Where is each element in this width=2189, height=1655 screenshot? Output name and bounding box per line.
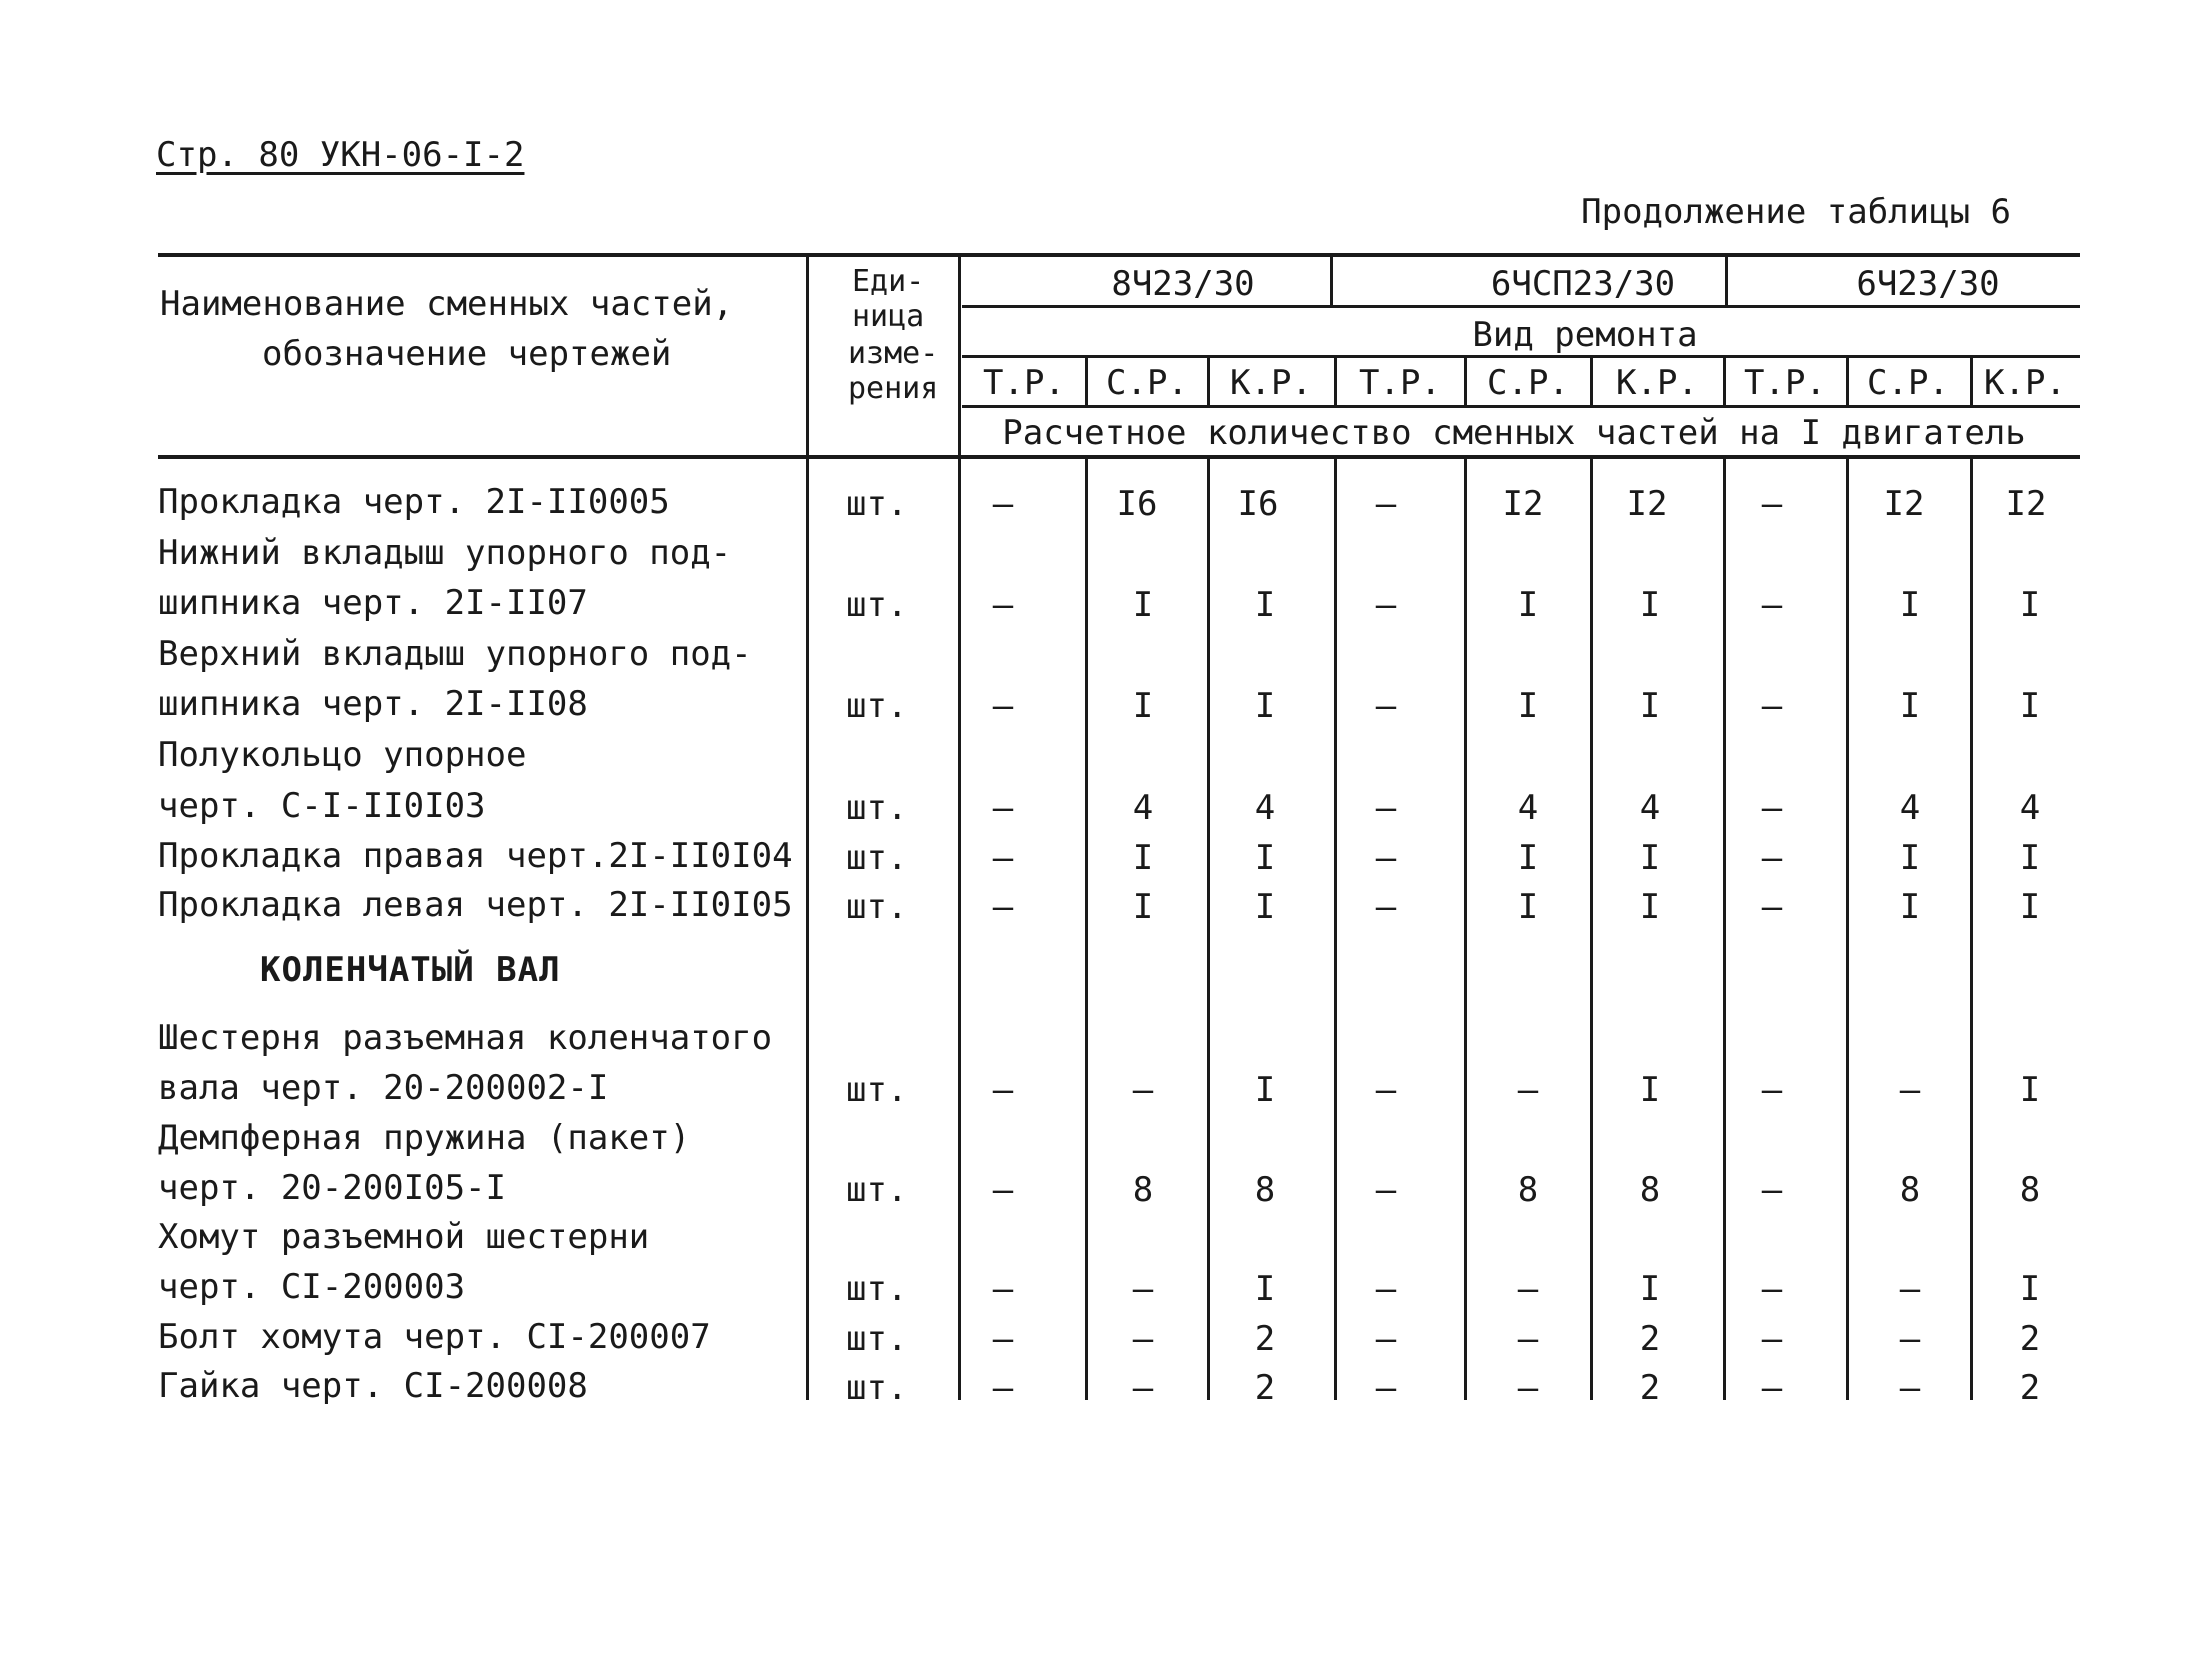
row-3-name-line1: Верхний вкладыш упорного под- — [158, 634, 752, 674]
sub-header-sr-2: С.Р. — [1487, 363, 1569, 403]
row-3-value-1: – — [992, 686, 1014, 726]
table-continuation-label: Продолжение таблицы 6 — [1581, 192, 2011, 232]
row-10-name: Болт хомута черт. СI-200007 — [158, 1317, 711, 1357]
row-11-value-5: – — [1517, 1368, 1539, 1408]
row-5-value-4: – — [1375, 838, 1397, 878]
group-rule — [962, 305, 2080, 308]
row-4-value-6: 4 — [1639, 788, 1661, 828]
row-9-value-1: – — [992, 1269, 1014, 1309]
row-7-value-8: – — [1899, 1070, 1921, 1110]
row-2-name-line1: Нижний вкладыш упорного под- — [158, 533, 732, 573]
body-rule-8 — [1970, 459, 1973, 1400]
row-9-value-6: I — [1639, 1269, 1661, 1309]
row-7-name-line1: Шестерня разъемная коленчатого — [158, 1018, 773, 1058]
calc-note: Расчетное количество сменных частей на I двигатель — [1002, 413, 2026, 453]
row-2-value-2: I — [1132, 585, 1154, 625]
row-7-value-1: – — [992, 1070, 1014, 1110]
row-6-value-7: – — [1761, 887, 1783, 927]
sub-rule-7 — [1846, 357, 1849, 407]
row-6-value-5: I — [1517, 887, 1539, 927]
row-11-value-8: – — [1899, 1368, 1921, 1408]
row-6-unit: шт. — [846, 887, 908, 927]
row-5-value-2: I — [1132, 838, 1154, 878]
row-1-value-7: – — [1761, 484, 1783, 524]
row-8-value-5: 8 — [1517, 1170, 1539, 1210]
row-11-unit: шт. — [846, 1368, 908, 1408]
row-3-value-9: I — [2019, 686, 2041, 726]
row-9-value-3: I — [1254, 1269, 1276, 1309]
row-10-value-8: – — [1899, 1319, 1921, 1359]
row-3-value-3: I — [1254, 686, 1276, 726]
row-1-value-9: I2 — [2005, 484, 2047, 524]
repair-type-rule — [962, 355, 2080, 358]
group-header-3: 6Ч23/30 — [1856, 264, 2000, 304]
row-3-value-4: – — [1375, 686, 1397, 726]
col-rule-unit — [958, 255, 961, 1400]
row-4-value-1: – — [992, 788, 1014, 828]
row-2-value-1: – — [992, 585, 1014, 625]
row-8-name-line1: Демпферная пружина (пакет) — [158, 1118, 691, 1158]
row-4-value-8: 4 — [1899, 788, 1921, 828]
section-title: КОЛЕНЧАТЫЙ ВАЛ — [260, 950, 561, 990]
row-10-value-9: 2 — [2019, 1319, 2041, 1359]
row-5-value-7: – — [1761, 838, 1783, 878]
row-1-value-1: – — [992, 484, 1014, 524]
sub-rule-4 — [1464, 357, 1467, 407]
row-7-value-9: I — [2019, 1070, 2041, 1110]
row-11-value-6: 2 — [1639, 1368, 1661, 1408]
row-1-value-4: – — [1375, 484, 1397, 524]
row-1-name: Прокладка черт. 2I-II0005 — [158, 482, 670, 522]
subheader-rule — [962, 405, 2080, 408]
row-2-value-5: I — [1517, 585, 1539, 625]
header-name-line1: Наименование сменных частей, — [160, 284, 734, 324]
row-8-value-4: – — [1375, 1170, 1397, 1210]
sub-rule-2 — [1207, 357, 1210, 407]
group-header-2: 6ЧСП23/30 — [1490, 264, 1676, 304]
sub-header-tr-2: Т.Р. — [1359, 363, 1441, 403]
row-8-value-3: 8 — [1254, 1170, 1276, 1210]
repair-type-label: Вид ремонта — [1472, 315, 1698, 355]
body-rule-5 — [1590, 459, 1593, 1400]
row-1-value-8: I2 — [1883, 484, 1925, 524]
row-9-name-line1: Хомут разъемной шестерни — [158, 1217, 650, 1257]
sub-header-tr-1: Т.Р. — [983, 363, 1065, 403]
row-5-name: Прокладка правая черт.2I-II0I04 — [158, 836, 793, 876]
row-5-value-1: – — [992, 838, 1014, 878]
row-8-name-line2: черт. 20-200I05-I — [158, 1168, 506, 1208]
header-bottom-rule — [158, 455, 2080, 459]
sub-header-kr-3: К.Р. — [1984, 363, 2066, 403]
row-3-value-7: – — [1761, 686, 1783, 726]
row-7-value-7: – — [1761, 1070, 1783, 1110]
row-11-value-2: – — [1132, 1368, 1154, 1408]
header-unit-line2: ница — [852, 299, 925, 334]
row-8-value-1: – — [992, 1170, 1014, 1210]
body-rule-6 — [1723, 459, 1726, 1400]
row-10-value-3: 2 — [1254, 1319, 1276, 1359]
row-9-name-line2: черт. СI-200003 — [158, 1267, 466, 1307]
row-5-value-5: I — [1517, 838, 1539, 878]
row-8-value-8: 8 — [1899, 1170, 1921, 1210]
row-4-name-line1: Полукольцо упорное — [158, 735, 527, 775]
row-4-value-9: 4 — [2019, 788, 2041, 828]
row-6-value-4: – — [1375, 887, 1397, 927]
row-2-value-3: I — [1254, 585, 1276, 625]
row-3-value-6: I — [1639, 686, 1661, 726]
row-5-value-8: I — [1899, 838, 1921, 878]
row-3-value-8: I — [1899, 686, 1921, 726]
row-7-name-line2: вала черт. 20-200002-I — [158, 1068, 609, 1108]
row-3-value-5: I — [1517, 686, 1539, 726]
row-10-value-7: – — [1761, 1319, 1783, 1359]
row-3-name-line2: шипника черт. 2I-II08 — [158, 684, 588, 724]
sub-rule-8 — [1970, 357, 1973, 407]
body-rule-2 — [1207, 459, 1210, 1400]
row-4-value-2: 4 — [1132, 788, 1154, 828]
row-7-value-6: I — [1639, 1070, 1661, 1110]
row-5-value-9: I — [2019, 838, 2041, 878]
row-4-value-3: 4 — [1254, 788, 1276, 828]
row-2-value-8: I — [1899, 585, 1921, 625]
row-9-value-2: – — [1132, 1269, 1154, 1309]
row-6-value-1: – — [992, 887, 1014, 927]
row-7-value-3: I — [1254, 1070, 1276, 1110]
row-10-value-4: – — [1375, 1319, 1397, 1359]
row-4-value-7: – — [1761, 788, 1783, 828]
header-name-line2: обозначение чертежей — [262, 334, 672, 374]
row-10-value-5: – — [1517, 1319, 1539, 1359]
sub-header-kr-2: К.Р. — [1616, 363, 1698, 403]
row-6-value-3: I — [1254, 887, 1276, 927]
row-2-value-4: – — [1375, 585, 1397, 625]
row-1-value-2: I6 — [1116, 484, 1158, 524]
row-11-value-3: 2 — [1254, 1368, 1276, 1408]
group-header-1: 8Ч23/30 — [1111, 264, 1255, 304]
row-9-value-8: – — [1899, 1269, 1921, 1309]
row-2-value-9: I — [2019, 585, 2041, 625]
row-11-value-7: – — [1761, 1368, 1783, 1408]
row-8-value-7: – — [1761, 1170, 1783, 1210]
row-3-unit: шт. — [846, 686, 908, 726]
header-unit-line3: изме- — [848, 336, 939, 371]
sub-rule-6 — [1723, 357, 1726, 407]
sub-header-sr-3: С.Р. — [1867, 363, 1949, 403]
row-7-value-5: – — [1517, 1070, 1539, 1110]
row-7-value-2: – — [1132, 1070, 1154, 1110]
sub-rule-5 — [1590, 357, 1593, 407]
row-9-unit: шт. — [846, 1269, 908, 1309]
table-top-rule — [158, 253, 2080, 257]
row-3-value-2: I — [1132, 686, 1154, 726]
row-4-unit: шт. — [846, 788, 908, 828]
sub-header-tr-3: Т.Р. — [1744, 363, 1826, 403]
row-4-value-4: – — [1375, 788, 1397, 828]
row-4-name-line2: черт. С-I-II0I03 — [158, 786, 486, 826]
sub-header-kr-1: К.Р. — [1230, 363, 1312, 403]
row-11-value-4: – — [1375, 1368, 1397, 1408]
row-5-value-6: I — [1639, 838, 1661, 878]
row-9-value-5: – — [1517, 1269, 1539, 1309]
header-unit-line1: Еди- — [852, 264, 925, 299]
row-7-unit: шт. — [846, 1070, 908, 1110]
row-2-value-6: I — [1639, 585, 1661, 625]
body-rule-3 — [1334, 459, 1337, 1400]
row-1-value-6: I2 — [1626, 484, 1668, 524]
row-6-value-9: I — [2019, 887, 2041, 927]
row-10-unit: шт. — [846, 1319, 908, 1359]
row-8-value-2: 8 — [1132, 1170, 1154, 1210]
row-2-unit: шт. — [846, 585, 908, 625]
sub-header-sr-1: С.Р. — [1106, 363, 1188, 403]
body-rule-7 — [1846, 459, 1849, 1400]
body-rule-1 — [1085, 459, 1088, 1400]
row-1-value-3: I6 — [1237, 484, 1279, 524]
row-10-value-6: 2 — [1639, 1319, 1661, 1359]
row-8-value-6: 8 — [1639, 1170, 1661, 1210]
group-rule-2 — [1725, 255, 1728, 307]
row-9-value-9: I — [2019, 1269, 2041, 1309]
row-11-value-1: – — [992, 1368, 1014, 1408]
row-11-name: Гайка черт. СI-200008 — [158, 1366, 588, 1406]
row-11-value-9: 2 — [2019, 1368, 2041, 1408]
page-reference: Стр. 80 УКН-06-I-2 — [156, 135, 525, 175]
col-rule-name — [806, 255, 809, 1400]
row-9-value-4: – — [1375, 1269, 1397, 1309]
body-rule-4 — [1464, 459, 1467, 1400]
row-5-unit: шт. — [846, 838, 908, 878]
row-7-value-4: – — [1375, 1070, 1397, 1110]
row-6-value-8: I — [1899, 887, 1921, 927]
row-10-value-2: – — [1132, 1319, 1154, 1359]
row-5-value-3: I — [1254, 838, 1276, 878]
row-1-value-5: I2 — [1502, 484, 1544, 524]
row-8-value-9: 8 — [2019, 1170, 2041, 1210]
row-6-value-2: I — [1132, 887, 1154, 927]
sub-rule-1 — [1085, 357, 1088, 407]
row-6-name: Прокладка левая черт. 2I-II0I05 — [158, 885, 793, 925]
row-4-value-5: 4 — [1517, 788, 1539, 828]
row-2-value-7: – — [1761, 585, 1783, 625]
row-10-value-1: – — [992, 1319, 1014, 1359]
row-6-value-6: I — [1639, 887, 1661, 927]
row-1-unit: шт. — [846, 484, 908, 524]
row-8-unit: шт. — [846, 1170, 908, 1210]
row-2-name-line2: шипника черт. 2I-II07 — [158, 583, 588, 623]
row-9-value-7: – — [1761, 1269, 1783, 1309]
sub-rule-3 — [1334, 357, 1337, 407]
group-rule-1 — [1330, 255, 1333, 307]
header-unit-line4: рения — [848, 371, 939, 406]
